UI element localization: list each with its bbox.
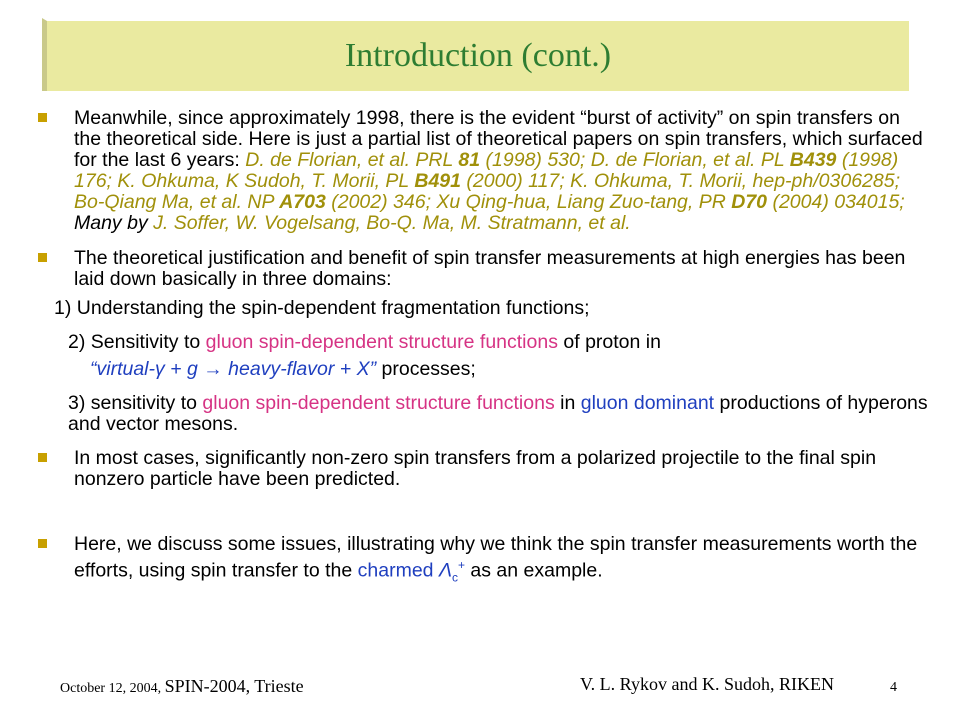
many-by-text: Many by (74, 212, 154, 234)
footer-date: October 12, 2004, SPIN-2004, Trieste (60, 676, 304, 696)
bullet-square-icon (38, 453, 47, 462)
title-band (42, 18, 909, 91)
page-number: 4 (890, 680, 897, 695)
bullet-text: The theoretical justification and benefit of spin transfer measurements at high energies has been laid down basically in three domains: (74, 247, 906, 290)
bullet-item (38, 108, 928, 234)
domain-item-3: 3) sensitivity to gluon spin-dependent structure functions in gluon dominant productions of hyperons and vector mesons. (68, 392, 928, 435)
reference-authors: J. Soffer, W. Vogelsang, Bo-Q. Ma, M. Stratmann, et al. (153, 212, 631, 234)
bullet-square-icon (38, 113, 47, 122)
bullet-item (38, 248, 928, 290)
domain-item-1: 1) Understanding the spin-dependent fragmentation functions; (54, 297, 590, 319)
slide-body (38, 108, 928, 602)
bullet-text: Meanwhile, since approximately 1998, there is the evident “burst of activity” on spin transfers on the theoretical side. Here is just a partial list of theoretical papers on spin transfers, which surfaced for the last 6 years: (74, 107, 923, 171)
bullet-square-icon (38, 253, 47, 262)
bullet-text: In most cases, significantly non-zero spin transfers from a polarized projectile to the final spin nonzero particle have been predicted. (74, 447, 877, 490)
reference-text: D. de Florian, et al. PRL 81 (1998) 530; D. de Florian, et al. PL B439 (1998) 176; K. Ohkuma, K Sudoh, T. Morii, PL B491 (2000) 117; K. Ohkuma, T. Morii, hep-ph/0306285; Bo-Qiang Ma, et al. NP A703 (2002) 346; Xu Qing-hua, Liang Zuo-tang, PR D70 (2004) 034015; (74, 149, 905, 213)
footer-authors: V. L. Rykov and K. Sudoh, RIKEN (580, 674, 834, 694)
domain-item-2: 2) Sensitivity to gluon spin-dependent structure functions of proton in (68, 331, 661, 353)
bullet-item: Here, we discuss some issues, illustrating why we think the spin transfer measurements worth the efforts, using spin transfer to the charmed $\Lambda_c^+$ as an example. (38, 534, 928, 588)
bullet-square-icon (38, 539, 47, 548)
domain-item-2-process: “virtual-γ + g → heavy-flavor + X” processes; (90, 358, 476, 380)
slide-title: Introduction (cont.) (344, 37, 612, 74)
bullet-item (38, 448, 928, 490)
bullet-text: Here, we discuss some issues, illustrating why we think the spin transfer measurements worth the efforts, using spin transfer to the (74, 533, 918, 582)
